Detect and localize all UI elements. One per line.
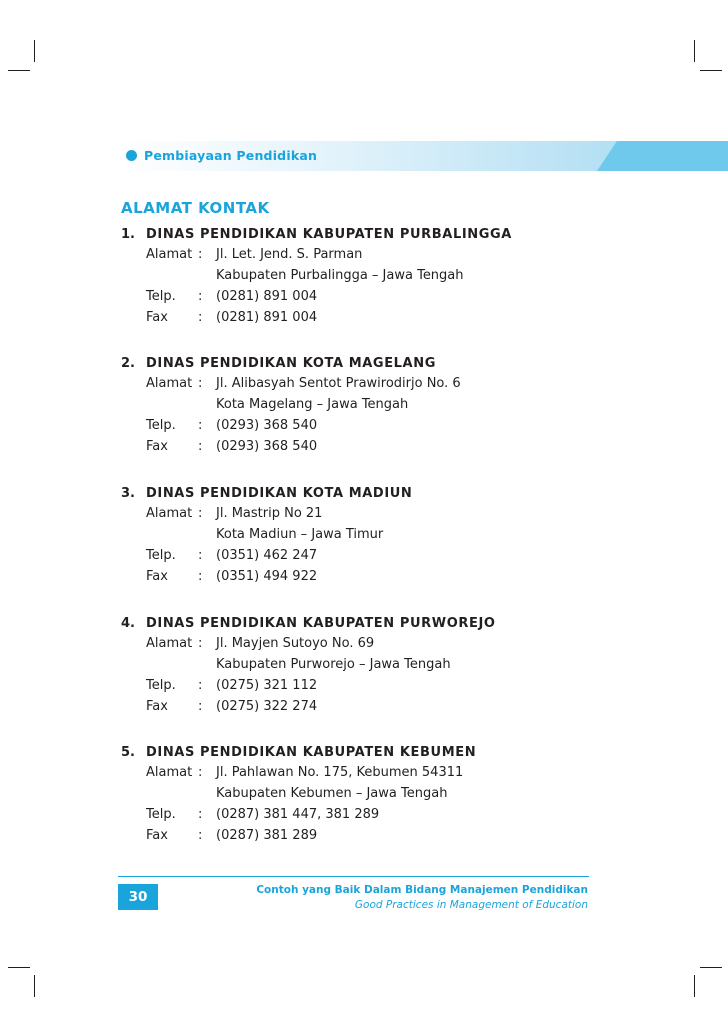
fax-row <box>121 828 601 849</box>
contact-entry <box>121 227 601 331</box>
address-label: Alamat <box>146 636 193 651</box>
address-line-1: Jl. Alibasyah Sentot Prawirodirjo No. 6 <box>216 376 461 391</box>
telp-value: (0275) 321 112 <box>216 678 318 693</box>
colon: : <box>198 765 203 780</box>
entry-number: 2. <box>121 356 135 371</box>
entry-name: DINAS PENDIDIKAN KABUPATEN PURWOREJO <box>146 616 496 631</box>
section-title: ALAMAT KONTAK <box>121 199 270 217</box>
fax-label: Fax <box>146 828 168 843</box>
address-line-2: Kabupaten Kebumen – Jawa Tengah <box>216 786 448 801</box>
address-line-2: Kota Magelang – Jawa Tengah <box>216 397 409 412</box>
running-header: Pembiayaan Pendidikan <box>144 148 318 163</box>
fax-value: (0281) 891 004 <box>216 310 318 325</box>
telp-label: Telp. <box>146 807 176 822</box>
entry-number: 3. <box>121 486 135 501</box>
address-row-2 <box>121 657 601 678</box>
telp-label: Telp. <box>146 289 176 304</box>
colon: : <box>198 699 203 714</box>
telp-label: Telp. <box>146 418 176 433</box>
address-row-2 <box>121 397 601 418</box>
entry-number: 1. <box>121 227 135 242</box>
telp-value: (0281) 891 004 <box>216 289 318 304</box>
telp-value: (0351) 462 247 <box>216 548 318 563</box>
colon: : <box>198 636 203 651</box>
colon: : <box>198 506 203 521</box>
fax-value: (0287) 381 289 <box>216 828 318 843</box>
colon: : <box>198 247 203 262</box>
address-row <box>121 376 601 397</box>
address-label: Alamat <box>146 506 193 521</box>
footer-title: Contoh yang Baik Dalam Bidang Manajemen Pendidikan <box>256 884 588 896</box>
fax-label: Fax <box>146 439 168 454</box>
address-label: Alamat <box>146 376 193 391</box>
colon: : <box>198 828 203 843</box>
entry-name: DINAS PENDIDIKAN KABUPATEN PURBALINGGA <box>146 227 512 242</box>
contact-entry <box>121 356 601 460</box>
address-row <box>121 506 601 527</box>
colon: : <box>198 289 203 304</box>
telp-value: (0287) 381 447, 381 289 <box>216 807 380 822</box>
fax-label: Fax <box>146 569 168 584</box>
entry-name: DINAS PENDIDIKAN KOTA MADIUN <box>146 486 413 501</box>
header-tab <box>597 141 728 171</box>
address-row <box>121 765 601 786</box>
crop-mark <box>700 70 722 71</box>
address-line-1: Jl. Pahlawan No. 175, Kebumen 54311 <box>216 765 464 780</box>
address-line-2: Kota Madiun – Jawa Timur <box>216 527 384 542</box>
colon: : <box>198 376 203 391</box>
telp-row <box>121 548 601 569</box>
crop-mark <box>8 70 30 71</box>
fax-row <box>121 699 601 720</box>
bullet-icon <box>126 150 137 161</box>
fax-row <box>121 569 601 590</box>
crop-mark <box>8 967 30 968</box>
telp-value: (0293) 368 540 <box>216 418 318 433</box>
entry-number: 5. <box>121 745 135 760</box>
address-line-1: Jl. Let. Jend. S. Parman <box>216 247 363 262</box>
crop-mark <box>694 975 695 997</box>
colon: : <box>198 548 203 563</box>
colon: : <box>198 439 203 454</box>
fax-label: Fax <box>146 310 168 325</box>
address-row-2 <box>121 268 601 289</box>
crop-mark <box>700 967 722 968</box>
contact-entry <box>121 486 601 590</box>
address-row-2 <box>121 786 601 807</box>
crop-mark <box>34 40 35 62</box>
fax-value: (0293) 368 540 <box>216 439 318 454</box>
telp-row <box>121 678 601 699</box>
footer-subtitle: Good Practices in Management of Education <box>354 899 588 911</box>
address-line-2: Kabupaten Purworejo – Jawa Tengah <box>216 657 451 672</box>
crop-mark <box>694 40 695 62</box>
telp-label: Telp. <box>146 548 176 563</box>
fax-value: (0351) 494 922 <box>216 569 318 584</box>
fax-row <box>121 439 601 460</box>
address-row-2 <box>121 527 601 548</box>
colon: : <box>198 569 203 584</box>
crop-mark <box>34 975 35 997</box>
address-line-2: Kabupaten Purbalingga – Jawa Tengah <box>216 268 464 283</box>
entry-name: DINAS PENDIDIKAN KABUPATEN KEBUMEN <box>146 745 477 760</box>
colon: : <box>198 678 203 693</box>
address-label: Alamat <box>146 247 193 262</box>
colon: : <box>198 807 203 822</box>
telp-row <box>121 289 601 310</box>
telp-label: Telp. <box>146 678 176 693</box>
address-label: Alamat <box>146 765 193 780</box>
entry-number: 4. <box>121 616 135 631</box>
entry-name: DINAS PENDIDIKAN KOTA MAGELANG <box>146 356 436 371</box>
fax-row <box>121 310 601 331</box>
address-line-1: Jl. Mastrip No 21 <box>216 506 323 521</box>
contact-entry <box>121 616 601 720</box>
address-row <box>121 247 601 268</box>
fax-value: (0275) 322 274 <box>216 699 318 714</box>
contact-entry <box>121 745 601 849</box>
address-line-1: Jl. Mayjen Sutoyo No. 69 <box>216 636 375 651</box>
telp-row <box>121 807 601 828</box>
address-row <box>121 636 601 657</box>
page-number: 30 <box>118 884 158 910</box>
telp-row <box>121 418 601 439</box>
footer-rule <box>118 876 589 877</box>
fax-label: Fax <box>146 699 168 714</box>
colon: : <box>198 418 203 433</box>
colon: : <box>198 310 203 325</box>
